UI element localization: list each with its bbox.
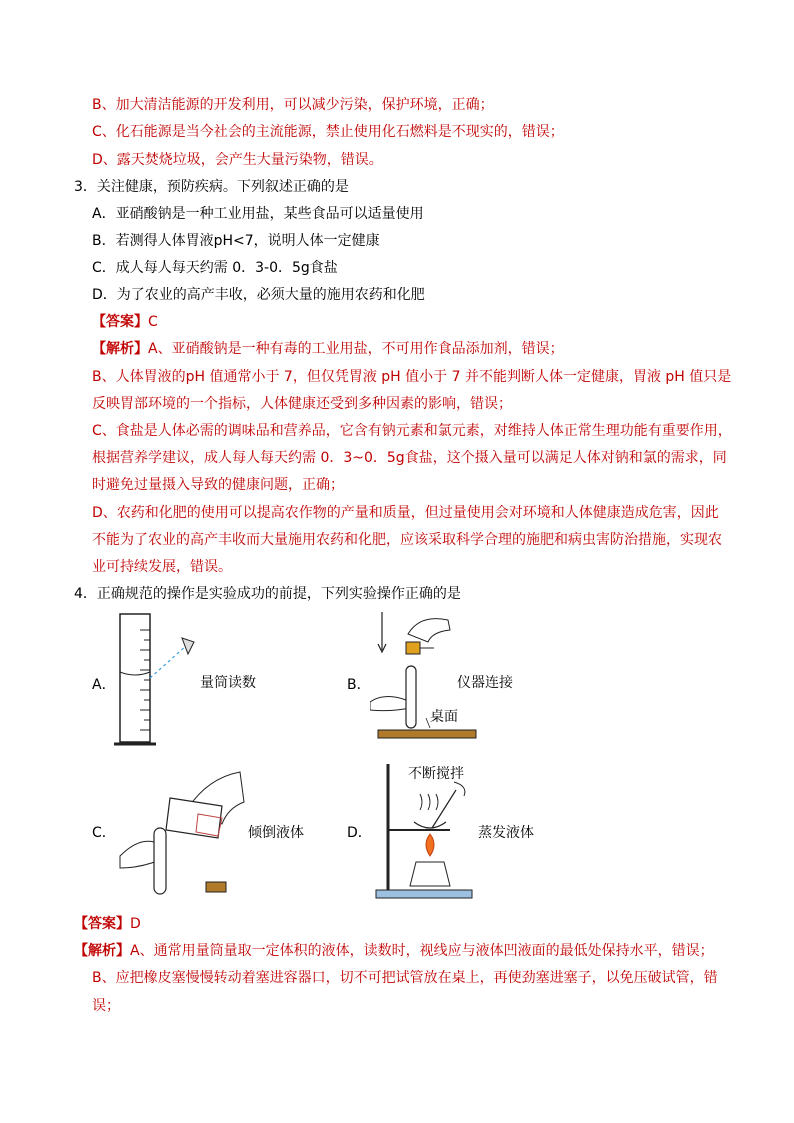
question-4-analysis-first [74, 941, 714, 961]
answer-tag: 【答案】 [74, 916, 130, 932]
analysis-line: C、化石能源是当今社会的主流能源，禁止使用化石燃料是不现实的，错误； [92, 124, 564, 140]
analysis-line: D、露天焚烧垃圾，会产生大量污染物，错误。 [92, 152, 383, 168]
answer-value: C [148, 314, 158, 330]
question-3-option-c: C．成人每人每天约需 0．3-0．5g食盐 [92, 260, 338, 276]
figure-c-letter: C． [92, 825, 116, 841]
figure-d-label: 蒸发液体 [478, 825, 534, 841]
question-3-analysis-first [92, 339, 564, 359]
figure-d-letter: D． [347, 825, 372, 841]
question-3-option-d: D．为了农业的高产丰收，必须大量的施用农药和化肥 [92, 287, 425, 303]
figure-b-label: 仪器连接 [457, 675, 513, 691]
pouring-liquid-figure [118, 768, 258, 898]
analysis-line: B、应把橡皮塞慢慢转动着塞进容器口，切不可把试管放在桌上，再使劲塞进塞子，以免压破试管，错 [92, 970, 718, 986]
question-3-stem: 3．关注健康，预防疾病。下列叙述正确的是 [74, 179, 349, 195]
figure-b-desk-label: 桌面 [430, 709, 458, 725]
figure-b-letter: B． [347, 677, 371, 693]
question-3-option-b: B．若测得人体胃液pH<7，说明人体一定健康 [92, 233, 380, 249]
graduated-cylinder-figure [110, 610, 210, 750]
analysis-line: 不能为了农业的高产丰收而大量施用农药和化肥，应该采取科学合理的施肥和病虫害防治措施，实现农 [92, 532, 722, 548]
analysis-line: A、通常用量筒量取一定体积的液体，读数时，视线应与液体凹液面的最低处保持水平，错误； [130, 943, 714, 959]
answer-value: D [130, 916, 141, 932]
analysis-line: 误； [92, 998, 120, 1014]
figure-a-label: 量筒读数 [200, 675, 256, 691]
answer-tag: 【答案】 [92, 314, 148, 330]
analysis-line: B、人体胃液的pH 值通常小于 7，但仅凭胃液 pH 值小于 7 并不能判断人体一定健康，胃液 pH 值只是 [92, 369, 732, 385]
question-3-answer [92, 312, 158, 332]
analysis-line: A、亚硝酸钠是一种有毒的工业用盐，不可用作食品添加剂，错误； [148, 341, 564, 357]
figure-c-label: 倾倒液体 [248, 825, 304, 841]
question-3-option-a: A．亚硝酸钠是一种工业用盐，某些食品可以适量使用 [92, 206, 424, 222]
analysis-line: 业可持续发展，错误。 [92, 559, 232, 575]
figure-a-letter: A． [92, 677, 116, 693]
analysis-tag: 【解析】 [74, 943, 130, 959]
question-4-answer [74, 914, 141, 934]
analysis-line: 根据营养学建议，成人每人每天约需 0．3~0．5g食盐，这个摄入量可以满足人体对钠和氯的需求，同 [92, 450, 727, 466]
analysis-tag: 【解析】 [92, 341, 148, 357]
analysis-line: 时避免过量摄入导致的健康问题，正确； [92, 477, 344, 493]
analysis-line: D、农药和化肥的使用可以提高农作物的产量和质量，但过量使用会对环境和人体健康造成危害，因此 [92, 505, 719, 521]
figure-d-stir-label: 不断搅拌 [408, 766, 464, 782]
question-4-stem: 4．正确规范的操作是实验成功的前提，下列实验操作正确的是 [74, 586, 461, 602]
analysis-line: 反映胃部环境的一个指标，人体健康还受到多种因素的影响，错误； [92, 396, 512, 412]
analysis-line: C、食盐是人体必需的调味品和营养品，它含有钠元素和氯元素，对维持人体正常生理功能有重要作用， [92, 423, 732, 439]
analysis-line: B、加大清洁能源的开发利用，可以减少污染，保护环境，正确； [92, 97, 494, 113]
